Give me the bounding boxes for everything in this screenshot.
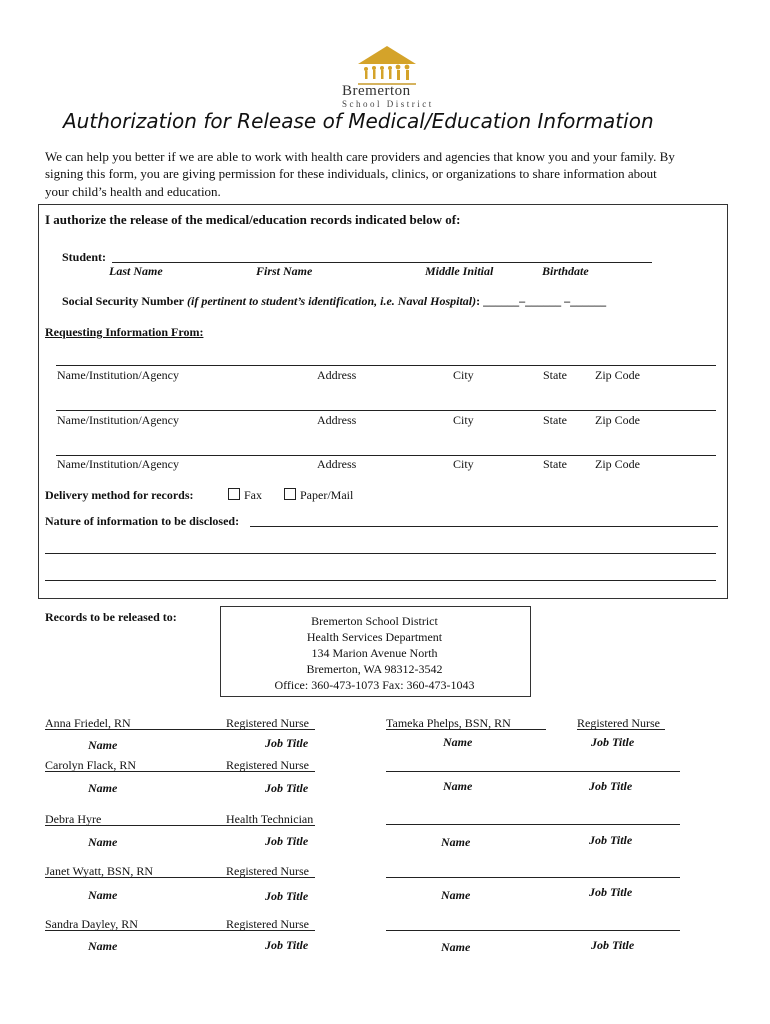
col-address-1: Address (317, 368, 357, 382)
ssn-blanks[interactable]: : ______–______ –______ (476, 294, 607, 308)
col-name-3: Name/Institution/Agency (57, 457, 179, 471)
name-caption-r4: Name (441, 888, 471, 902)
nature-label: Nature of information to be disclosed: (45, 514, 240, 528)
job-caption-r1: Job Title (591, 735, 635, 749)
staff-title-2: Registered Nurse (226, 758, 309, 772)
staff-right-name-line-1 (386, 729, 546, 730)
mail-label: Paper/Mail (300, 488, 354, 502)
job-caption-l5: Job Title (265, 938, 309, 952)
authorization-heading: I authorize the release of the medical/education records indicated below of: (45, 212, 461, 227)
staff-right-field-4[interactable] (386, 877, 680, 878)
name-caption-r2: Name (443, 779, 473, 793)
logo-subtitle: School District (342, 99, 434, 109)
col-name-1: Name/Institution/Agency (57, 368, 179, 382)
job-caption-r4: Job Title (589, 885, 633, 899)
col-state-2: State (543, 413, 567, 427)
staff-name-3: Debra Hyre (45, 812, 102, 826)
job-caption-r3: Job Title (589, 833, 633, 847)
staff-right-field-2[interactable] (386, 771, 680, 772)
last-name-label: Last Name (109, 264, 163, 278)
staff-right-name-1: Tameka Phelps, BSN, RN (386, 716, 511, 730)
requesting-heading: Requesting Information From: (45, 325, 204, 339)
col-state-1: State (543, 368, 567, 382)
intro-line-3: your child’s health and education. (45, 184, 221, 199)
col-zip-3: Zip Code (595, 457, 640, 471)
name-caption-l3: Name (88, 835, 118, 849)
nature-field-1[interactable] (250, 526, 718, 527)
staff-name-4: Janet Wyatt, BSN, RN (45, 864, 154, 878)
requesting-field-1[interactable] (56, 365, 716, 366)
birthdate-label: Birthdate (542, 264, 589, 278)
col-state-3: State (543, 457, 567, 471)
ssn-row[interactable] (62, 294, 606, 309)
col-address-3: Address (317, 457, 357, 471)
col-address-2: Address (317, 413, 357, 427)
name-caption-r3: Name (441, 835, 471, 849)
student-label: Student: (62, 250, 107, 264)
staff-name-2: Carolyn Flack, RN (45, 758, 136, 772)
col-city-2: City (453, 413, 474, 427)
student-field[interactable] (112, 262, 652, 263)
col-zip-2: Zip Code (595, 413, 640, 427)
staff-title-4: Registered Nurse (226, 864, 309, 878)
staff-name-1: Anna Friedel, RN (45, 716, 131, 730)
job-caption-l3: Job Title (265, 834, 309, 848)
ssn-note: (if pertinent to student’s identification, i.e. Naval Hospital) (187, 294, 477, 308)
address-line-2: Health Services Department (306, 630, 443, 644)
col-zip-1: Zip Code (595, 368, 640, 382)
address-line-3: 134 Marion Avenue North (311, 646, 438, 660)
col-city-1: City (453, 368, 474, 382)
release-label: Records to be released to: (45, 610, 177, 624)
requesting-field-3[interactable] (56, 455, 716, 456)
name-caption-r1: Name (443, 735, 473, 749)
address-line-1: Bremerton School District (311, 614, 438, 628)
col-city-3: City (453, 457, 474, 471)
staff-right-field-5[interactable] (386, 930, 680, 931)
nature-field-2[interactable] (45, 553, 716, 554)
job-caption-l4: Job Title (265, 889, 309, 903)
first-name-label: First Name (256, 264, 313, 278)
intro-line-1: We can help you better if we are able to work with health care providers and agencies that know you and your family. By (45, 149, 675, 164)
requesting-field-2[interactable] (56, 410, 716, 411)
col-name-2: Name/Institution/Agency (57, 413, 179, 427)
middle-initial-label: Middle Initial (425, 264, 494, 278)
staff-name-5: Sandra Dayley, RN (45, 917, 138, 931)
name-caption-l2: Name (88, 781, 118, 795)
delivery-label: Delivery method for records: (45, 488, 194, 502)
staff-right-field-3[interactable] (386, 824, 680, 825)
mail-checkbox[interactable] (284, 488, 353, 503)
mail-checkbox-box[interactable] (284, 488, 296, 500)
fax-checkbox[interactable] (228, 488, 262, 503)
name-caption-l5: Name (88, 939, 118, 953)
staff-title-1: Registered Nurse (226, 716, 309, 730)
job-caption-l1: Job Title (265, 736, 309, 750)
logo-house-icon (354, 44, 420, 86)
job-caption-r5: Job Title (591, 938, 635, 952)
fax-checkbox-box[interactable] (228, 488, 240, 500)
address-line-5: Office: 360-473-1073 Fax: 360-473-1043 (274, 678, 475, 692)
fax-label: Fax (244, 488, 262, 502)
job-caption-r2: Job Title (589, 779, 633, 793)
logo-name: Bremerton (342, 83, 411, 99)
staff-title-5: Registered Nurse (226, 917, 309, 931)
intro-line-2: signing this form, you are giving permission for these individuals, clinics, or organizations to share information about (45, 166, 657, 181)
address-line-4: Bremerton, WA 98312-3542 (306, 662, 443, 676)
staff-right-title-1: Registered Nurse (577, 716, 660, 730)
nature-field-3[interactable] (45, 580, 716, 581)
page-title: Authorization for Release of Medical/Education Information (63, 109, 654, 133)
staff-right-title-line-1 (577, 729, 665, 730)
ssn-label: Social Security Number (62, 294, 184, 308)
staff-title-3: Health Technician (226, 812, 314, 826)
job-caption-l2: Job Title (265, 781, 309, 795)
name-caption-l4: Name (88, 888, 118, 902)
name-caption-l1: Name (88, 738, 118, 752)
name-caption-r5: Name (441, 940, 471, 954)
